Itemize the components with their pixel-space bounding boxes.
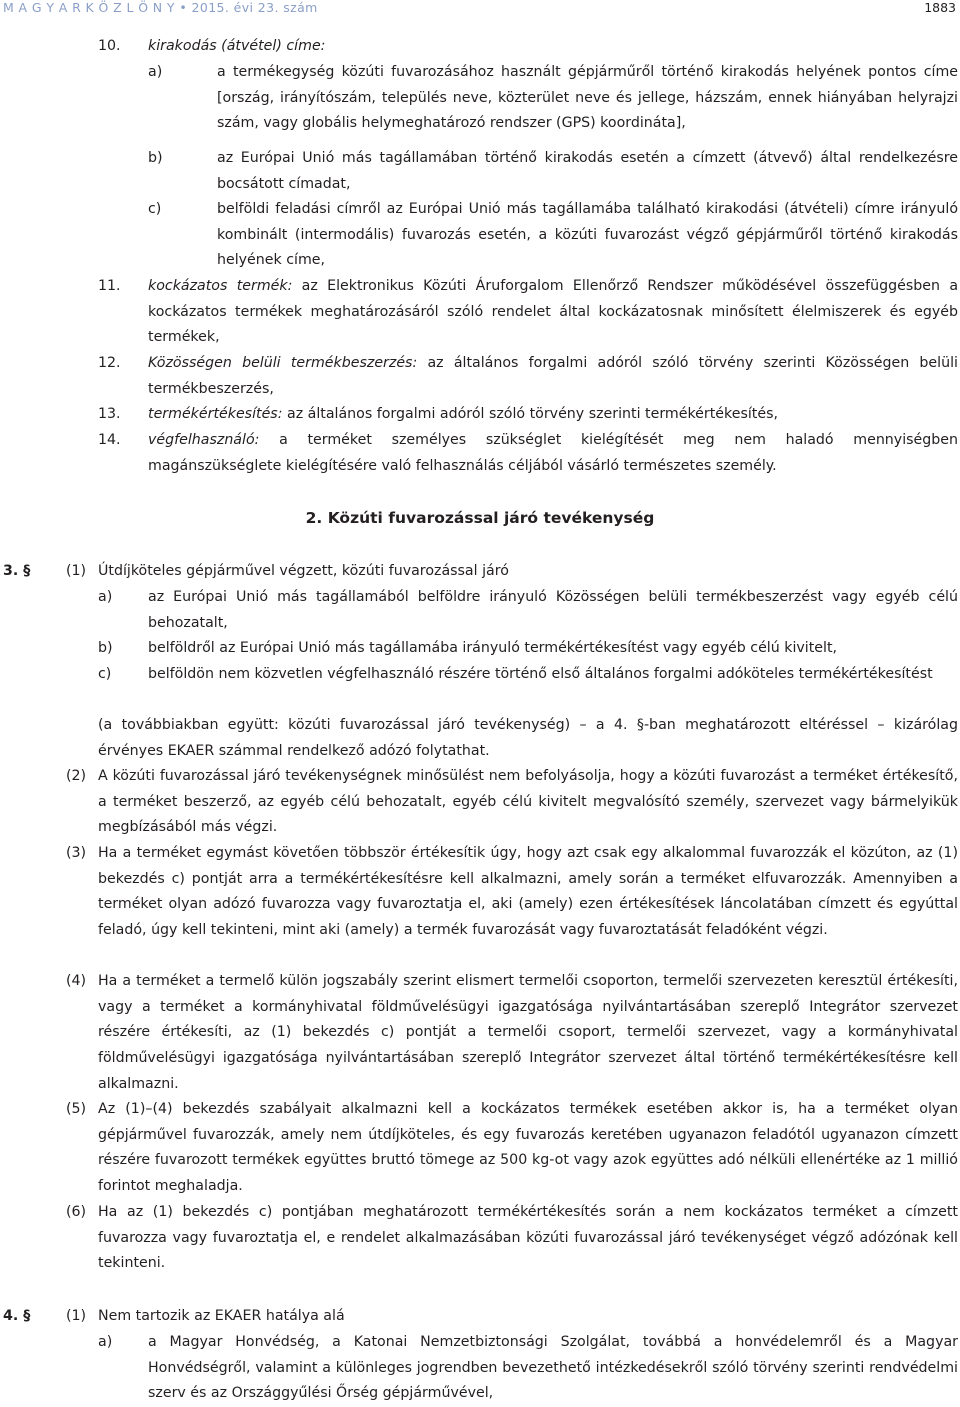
paragraph-label: (6)	[66, 1204, 87, 1220]
paragraph-label: (1)	[66, 1308, 87, 1324]
point-text: belföldi feladási címről az Európai Unió más tagállamába található kirakodási (átvételi) címre irányuló kombinált (intermodális) fuvarozás esetén, a közúti fuvarozást végző gépjárműről történő kirakodás helyének címe,	[217, 201, 958, 269]
item-number: 13.	[98, 406, 121, 422]
paragraph-text: Útdíjköteles gépjárművel végzett, közúti fuvarozással járó	[98, 563, 509, 579]
paragraph-text: A közúti fuvarozással járó tevékenységnek minősülést nem befolyásolja, hogy a közúti fuvarozást a terméket értékesítő, a terméket beszerző, az egyéb célú behozatalt, egyéb célú kivitelt megvalósító személy, szervezet vagy bármelyikük megbízásából más végzi.	[98, 768, 958, 836]
definition-text	[148, 274, 958, 351]
journal-title: M A G Y A R K Ö Z L Ö N Y • 2015. évi 23. szám	[3, 0, 318, 15]
point-text: belföldről az Európai Unió más tagállamába irányuló termékértékesítést vagy egyéb célú kivitelt,	[148, 640, 838, 656]
definition-body: az általános forgalmi adóról szóló törvény szerinti Közösségen belüli termékbeszerzés,	[148, 355, 958, 397]
definition-body: az általános forgalmi adóról szóló törvény szerinti termékértékesítés,	[282, 406, 778, 422]
term-text: kirakodás (átvétel) címe:	[148, 38, 326, 54]
term-text: végfelhasználó:	[148, 432, 260, 448]
point-label: a)	[98, 589, 113, 605]
definition-body: a terméket személyes szükséglet kielégítését meg nem haladó mennyiségben magánszükséglete kielégítésére való felhasználás céljából vásárló természetes személy.	[148, 432, 958, 474]
point-label: a)	[148, 64, 163, 80]
paragraph-label: (3)	[66, 845, 87, 861]
paragraph-label: (4)	[66, 973, 87, 989]
point-label: b)	[148, 150, 163, 166]
item-number: 10.	[98, 38, 121, 54]
paragraph-label: (1)	[66, 563, 87, 579]
term-text: Közösségen belüli termékbeszerzés:	[148, 355, 418, 371]
definition-text	[148, 351, 958, 402]
page-header	[0, 0, 960, 16]
section-number: 3. §	[3, 563, 31, 579]
paragraph-text: Nem tartozik az EKAER hatálya alá	[98, 1308, 345, 1324]
definition-text	[148, 402, 958, 428]
item-number: 11.	[98, 278, 121, 294]
point-label: c)	[98, 666, 112, 682]
paragraph-label: (5)	[66, 1101, 87, 1117]
point-text: belföldön nem közvetlen végfelhasználó részére történő első általános forgalmi adóköteles termékértékesítést	[148, 666, 933, 682]
paragraph-text: Ha az (1) bekezdés c) pontjában meghatározott termékértékesítés során a nem kockázatos terméket a címzett fuvarozza vagy fuvaroztatja el, e rendelet alkalmazásában közúti fuvarozással járó tevékenységet végző adózónak kell tekinteni.	[98, 1204, 958, 1272]
point-text: az Európai Unió más tagállamából belföldre irányuló Közösségen belüli termékbeszerzést vagy egyéb célú behozatalt,	[148, 589, 958, 631]
paragraph-text: Ha a terméket egymást követően többször értékesítik úgy, hogy azt csak egy alkalommal fuvarozzák el közúton, az (1) bekezdés c) pontját arra a termékértékesítésre kell alkalmazni, amely során a terméket elfuvarozzák. Amennyiben a terméket olyan adózó fuvarozza vagy fuvaroztatja el, aki (amely) ezen értékesítések láncolatában címzett és egyúttal feladó, úgy kell tekinteni, mint aki (amely) a termék fuvarozását vagy fuvaroztatását feladóként végzi.	[98, 845, 958, 939]
paragraph-closing: (a továbbiakban együtt: közúti fuvarozással járó tevékenység) – a 4. §-ban meghatározott eltéréssel – kizárólag érvényes EKAER számmal rendelkező adózó folytathat.	[98, 717, 958, 759]
point-text: a Magyar Honvédség, a Katonai Nemzetbiztonsági Szolgálat, továbbá a honvédelemről és a Magyar Honvédségről, valamint a különleges jogrendben bevezethető intézkedésekről szóló törvény szerinti rendvédelmi szerv és az Országgyűlési Őrség gépjárművével,	[148, 1334, 958, 1402]
item-number: 12.	[98, 355, 121, 371]
chapter-heading: 2. Közúti fuvarozással járó tevékenység	[305, 509, 655, 527]
term-text: kockázatos termék:	[148, 278, 293, 294]
definition-term	[148, 34, 958, 60]
point-text: a termékegység közúti fuvarozásához használt gépjárműről történő kirakodás helyének pontos címe [ország, irányítószám, település neve, közterület neve és jellege, házszám, ennek hiányában helyrajzi szám, vagy globális helymeghatározó rendszer (GPS) koordináta],	[217, 64, 958, 132]
point-label: a)	[98, 1334, 113, 1350]
item-number: 14.	[98, 432, 121, 448]
point-label: c)	[148, 201, 162, 217]
term-text: termékértékesítés:	[148, 406, 283, 422]
page-number: 1883	[924, 0, 956, 15]
point-text: az Európai Unió más tagállamában történő kirakodás esetén a címzett (átvevő) által rendelkezésre bocsátott címadat,	[217, 150, 958, 192]
definition-body: az Elektronikus Közúti Áruforgalom Ellenőrző Rendszer működésével összefüggésben a kockázatos termékek meghatározásáról szóló rendelet által kockázatosnak minősített élelmiszerek és egyéb termékek,	[148, 278, 959, 346]
paragraph-text: Ha a terméket a termelő külön jogszabály szerint elismert termelői csoporton, termelői szervezeten keresztül értékesíti, vagy a terméket a kormányhivatal földművelésügyi igazgatósága nyilvántartásában szereplő Integrátor szervezet részére értékesíti, az (1) bekezdés c) pontját a termelői csoport, termelői szervezet, vagy a kormányhivatal földművelésügyi igazgatósága nyilvántartásában szereplő Integrátor szervezet által történő termékértékesítésre kell alkalmazni.	[98, 973, 958, 1092]
section-number: 4. §	[3, 1308, 31, 1324]
definition-text	[148, 428, 958, 479]
paragraph-label: (2)	[66, 768, 87, 784]
point-label: b)	[98, 640, 113, 656]
paragraph-text: Az (1)–(4) bekezdés szabályait alkalmazni kell a kockázatos termékek esetében akkor is, ha a terméket olyan gépjárművel fuvarozzák, amely nem útdíjköteles, és egy fuvarozás keretében ugyanazon feladótól ugyanazon címzett részére fuvarozott termékek együttes bruttó tömege az 500 kg-ot vagy azok együttes adó nélküli ellenértéke az 1 millió forintot meghaladja.	[98, 1101, 958, 1195]
